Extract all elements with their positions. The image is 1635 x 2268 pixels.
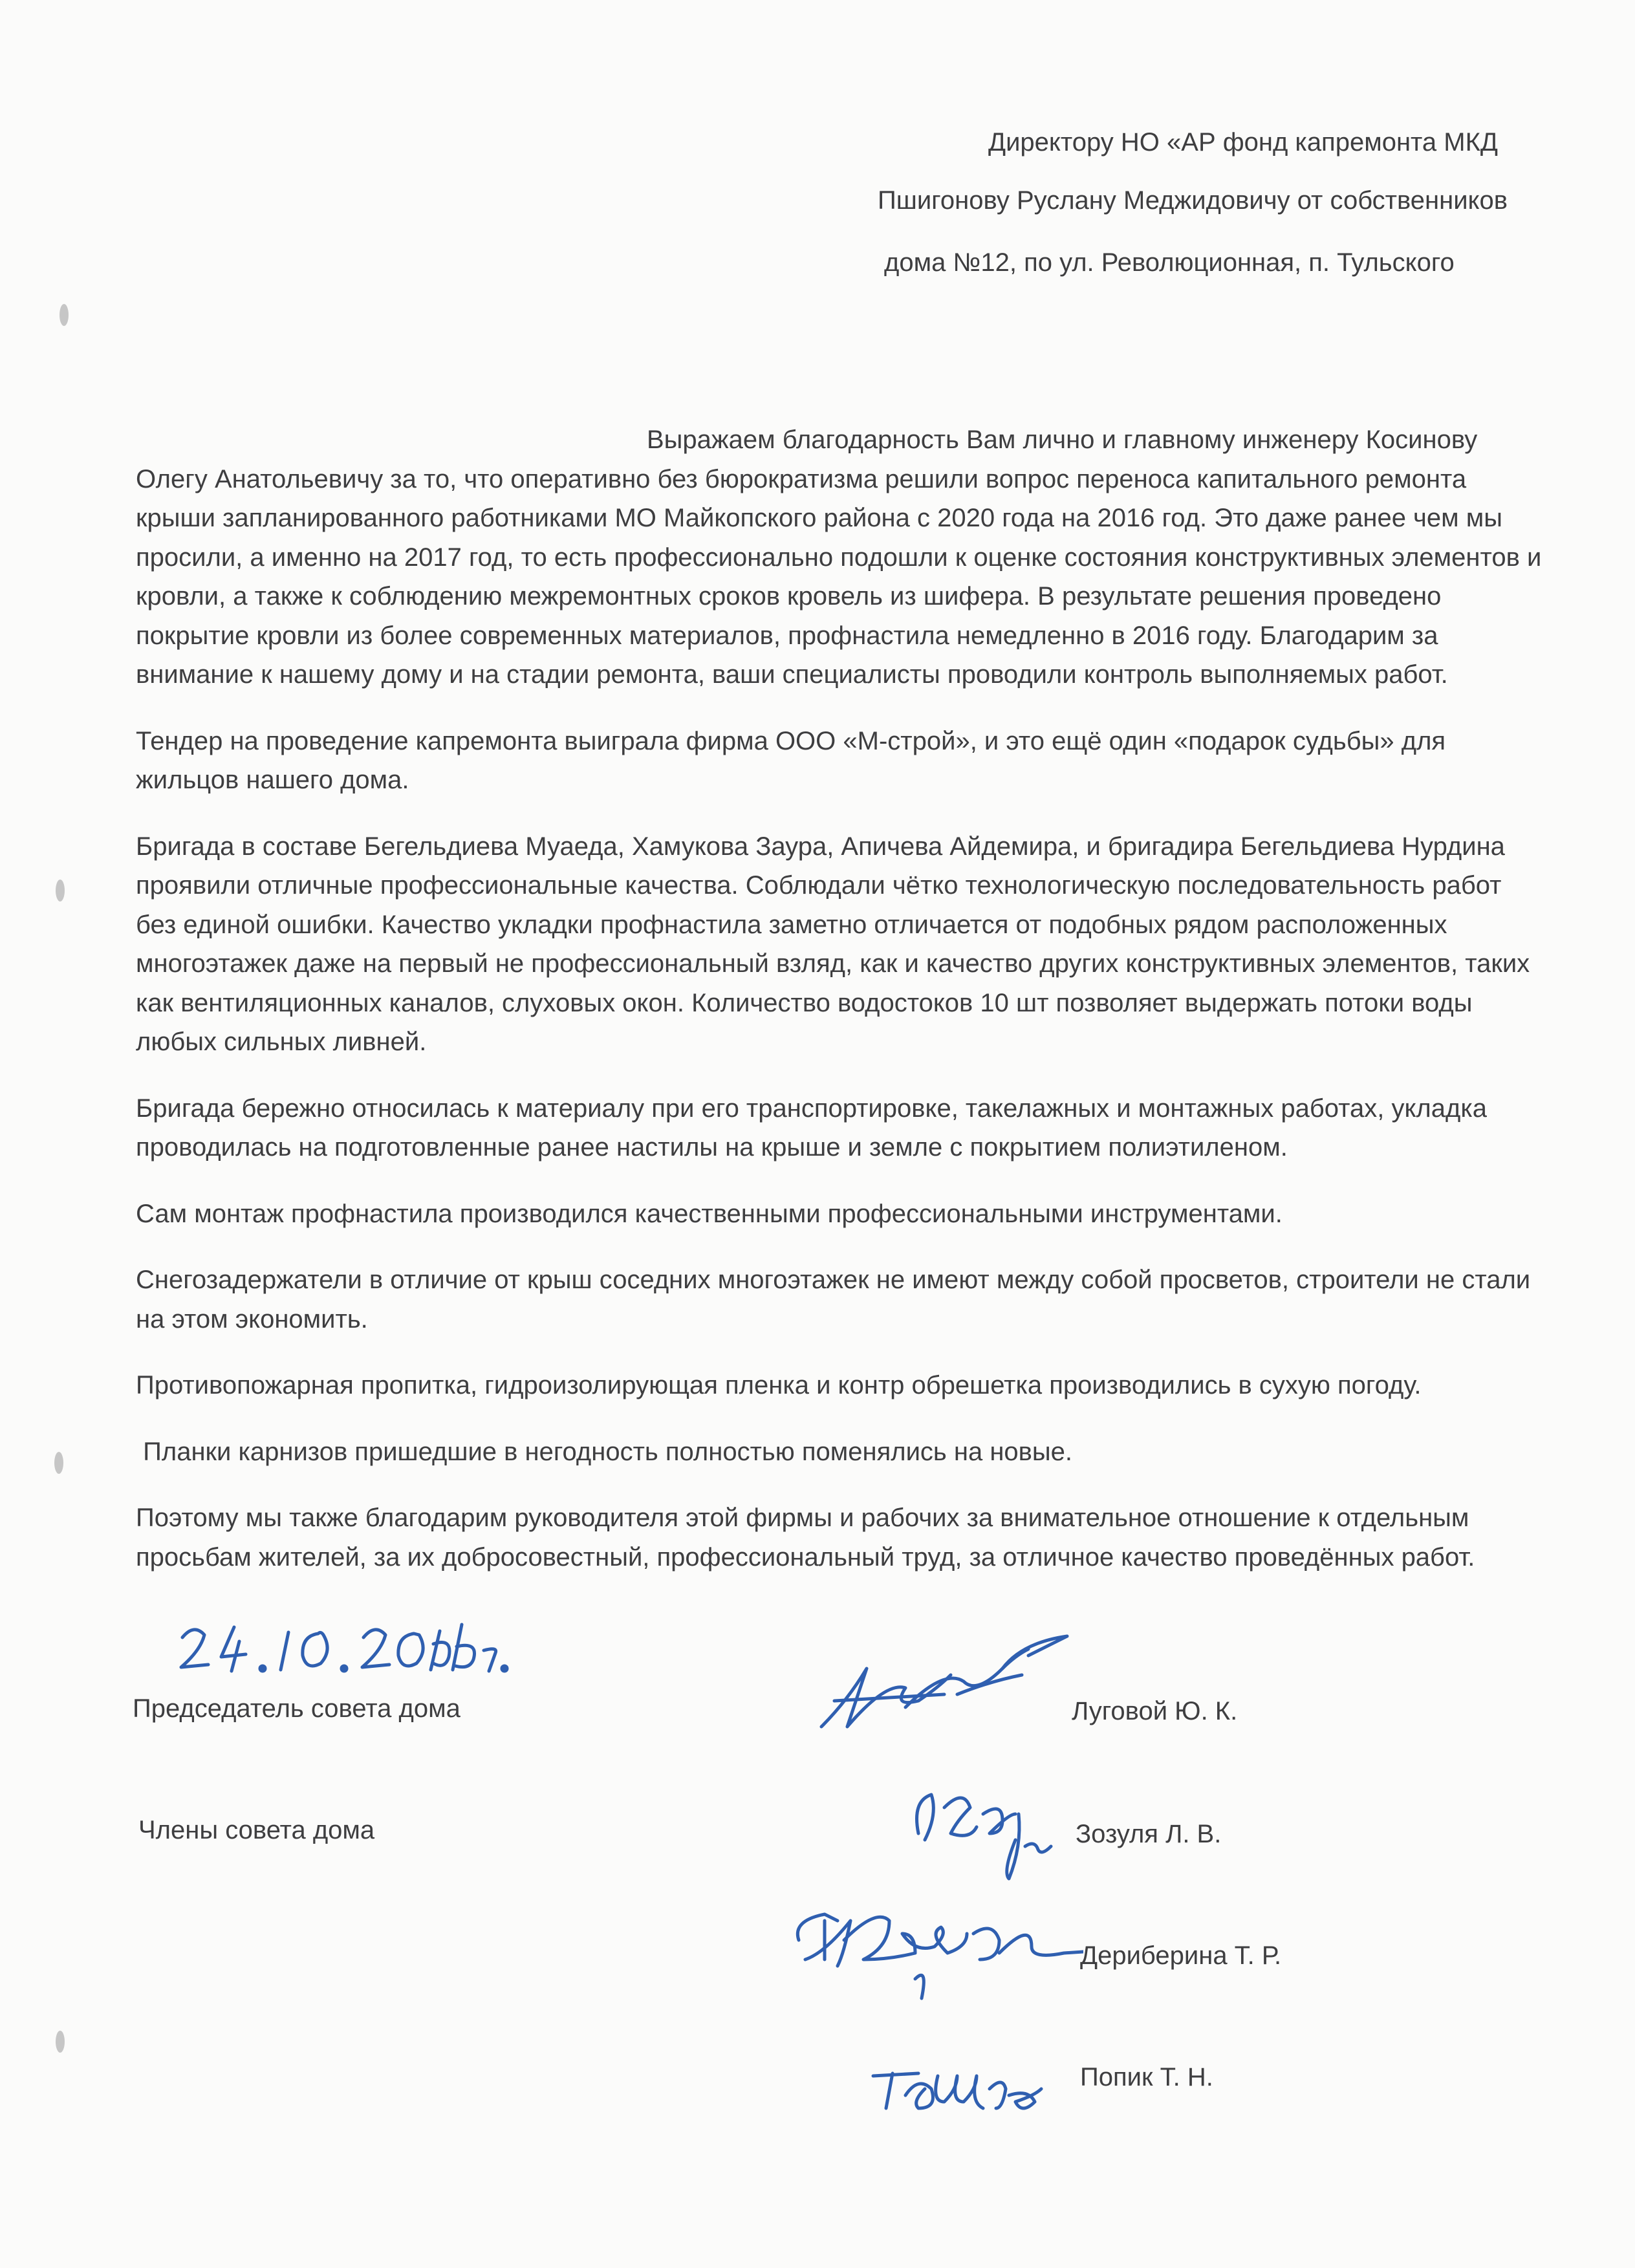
paragraph-2: Тендер на проведение капремонта выиграла фирма ООО «М-строй», и это ещё один «подарок судьбы» для жильцов нашего дома. [136,726,1446,794]
chair-signature [808,1630,1080,1740]
paragraph-4: Бригада бережно относилась к материалу при его транспортировке, такелажных и монтажных работах, укладка проводилась на подготовленные ранее настилы на крыше и земле с покрытием полиэтиленом. [136,1094,1487,1161]
addressee-line-3: дома №12, по ул. Революционная, п. Тульского [884,248,1455,277]
members-label: Члены совета дома [138,1816,375,1844]
chair-name: Луговой Ю. К. [1072,1697,1238,1725]
paragraph-5: Сам монтаж профнастила производился качественными профессиональными инструментами. [136,1199,1283,1228]
member-name-1: Зозуля Л. В. [1076,1820,1222,1848]
member-3-signature [867,2050,1048,2121]
member-1-signature [905,1775,1067,1885]
member-name-3: Попик Т. Н. [1080,2063,1213,2091]
addressee-line-2: Пшигонову Руслану Меджидовичу от собственников [878,186,1508,215]
scan-speck [56,2031,65,2053]
paragraph-6: Снегозадержатели в отличие от крыш соседних многоэтажек не имеют между собой просветов, строители не стали на этом экономить. [136,1266,1531,1334]
paragraph-7: Противопожарная пропитка, гидроизолирующая пленка и контр обрешетка производились в сухую погоду. [136,1371,1422,1399]
addressee-line-1: Директору НО «АР фонд капремонта МКД [988,128,1498,157]
paragraph-3: Бригада в составе Бегельдиева Муаеда, Хамукова Заура, Апичева Айдемира, и бригадира Бегельдиева Нурдина проявили отличные профессиональные качества. Соблюдали чётко технологическую последовательность работ без единой ошибки. Качество укладки профнастила заметно отличается от подобных рядом расположенных многоэтажек даже на первый не профессиональный взляд, как и качество других конструктивных элементов, таких как вентиляционных каналов, слуховых окон. Количество водостоков 10 шт позволяет выдержать потоки воды любых сильных ливней. [136,832,1530,1056]
member-2-signature [786,1895,1083,2005]
handwritten-date [175,1618,511,1676]
paragraph-9: Поэтому мы также благодарим руководителя этой фирмы и рабочих за внимательное отношение к отдельным просьбам жителей, за их добросовестный, профессиональный труд, за отличное качество проведённых работ. [136,1504,1475,1571]
paragraph-8: Планки карнизов пришедшие в негодность полностью поменялись на новые. [136,1437,1073,1466]
scan-speck [56,880,65,902]
letter-body [136,420,1546,1577]
paragraph-1: Выражаем благодарность Вам лично и главному инженеру Косинову Олегу Анатольевичу за то, что оперативно без бюрократизма решили вопрос переноса капитального ремонта крыши запланированного работниками МО Майкопского района с 2020 года на 2016 год. Это даже ранее чем мы просили, а именно на 2017 год, то есть профессионально подошли к оценке состояния конструктивных элементов и кровли, а также к соблюдению межремонтных сроков кровель из шифера. В результате решения проведено покрытие кровли из более современных материалов, профнастила немедленно в 2016 году. Благодарим за внимание к нашему дому и на стадии ремонта, ваши специалисты проводили контроль выполняемых работ. [136,426,1542,689]
member-name-2: Дериберина Т. Р. [1080,1941,1282,1970]
chair-label: Председатель совета дома [133,1694,460,1723]
scan-speck [54,1452,63,1474]
scan-speck [60,304,69,326]
